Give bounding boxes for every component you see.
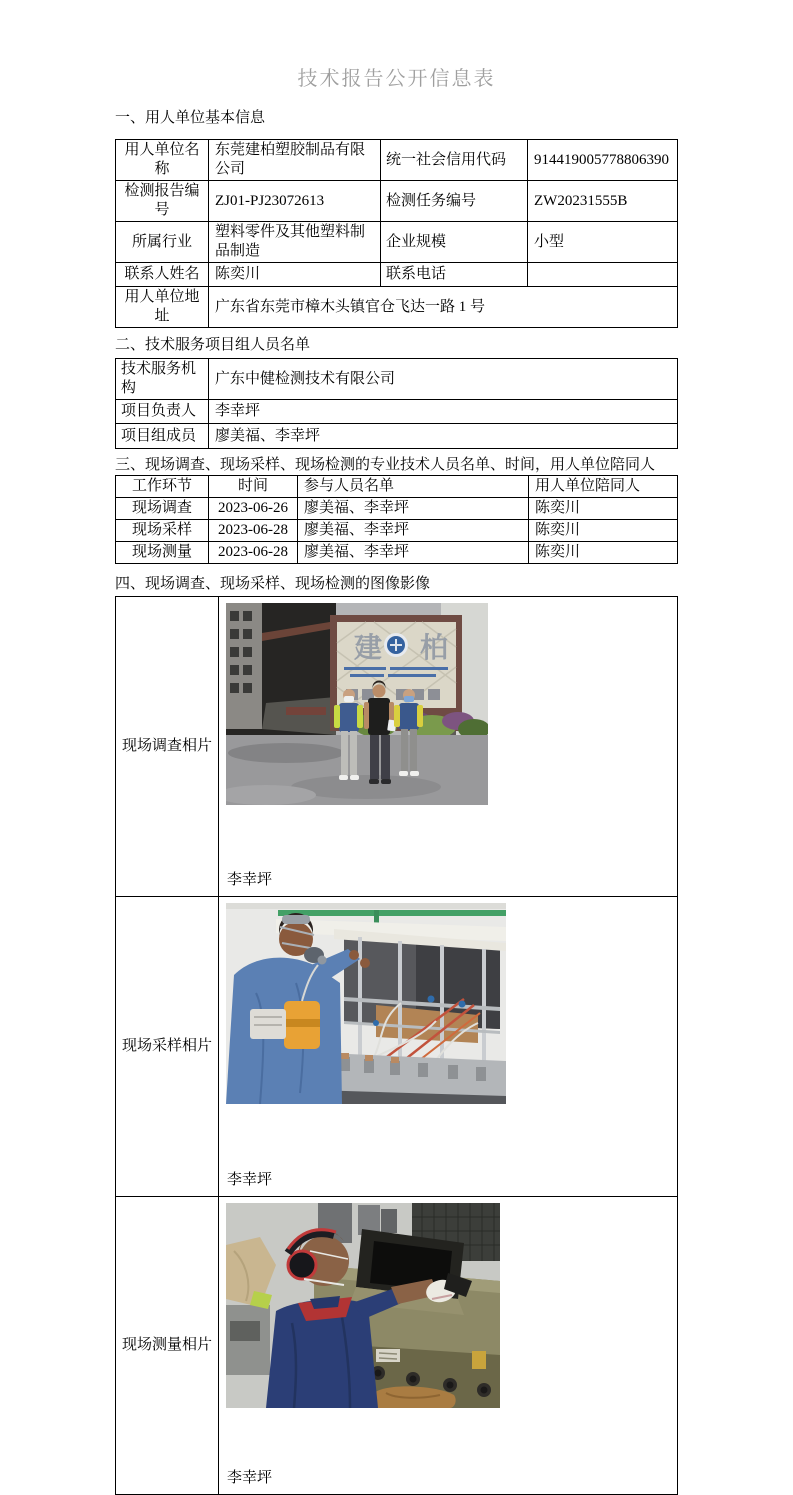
work-date: 2023-06-28 bbox=[209, 542, 298, 564]
column-header: 工作环节 bbox=[116, 476, 209, 498]
field-label: 所属行业 bbox=[116, 222, 209, 263]
field-label: 统一社会信用代码 bbox=[381, 140, 528, 181]
field-value: 廖美福、李幸坪 bbox=[209, 424, 678, 449]
table-row bbox=[116, 542, 678, 564]
photo-caption: 李幸坪 bbox=[227, 1172, 273, 1188]
field-value: 小型 bbox=[528, 222, 678, 263]
field-value: 广东中健检测技术有限公司 bbox=[209, 359, 678, 400]
field-label: 项目负责人 bbox=[116, 400, 209, 424]
photo-row-label: 现场采样相片 bbox=[116, 897, 219, 1197]
table-row bbox=[116, 359, 678, 400]
site-work-table bbox=[115, 475, 678, 564]
project-team-table bbox=[115, 358, 678, 449]
photo-caption: 李幸坪 bbox=[227, 1470, 273, 1486]
column-header: 时间 bbox=[209, 476, 298, 498]
table-header-row bbox=[116, 476, 678, 498]
photo-row-label: 现场调查相片 bbox=[116, 597, 219, 897]
escort: 陈奕川 bbox=[529, 498, 678, 520]
field-label: 用人单位名称 bbox=[116, 140, 209, 181]
participants: 廖美福、李幸坪 bbox=[298, 542, 529, 564]
field-label: 检测任务编号 bbox=[381, 181, 528, 222]
field-value: 塑料零件及其他塑料制品制造 bbox=[209, 222, 381, 263]
column-header: 用人单位陪同人 bbox=[529, 476, 678, 498]
field-value: 李幸坪 bbox=[209, 400, 678, 424]
field-value: 陈奕川 bbox=[209, 263, 381, 287]
site-sampling-photo-image bbox=[226, 903, 506, 1104]
site-measurement-photo bbox=[226, 1203, 677, 1408]
field-value: 914419005778806390 bbox=[528, 140, 678, 181]
photo-row bbox=[116, 1197, 678, 1495]
photo-row bbox=[116, 597, 678, 897]
table-row bbox=[116, 263, 678, 287]
field-label: 用人单位地址 bbox=[116, 287, 209, 328]
photo-cell bbox=[219, 597, 678, 897]
photo-row-label: 现场测量相片 bbox=[116, 1197, 219, 1495]
field-value: 广东省东莞市樟木头镇官仓飞达一路 1 号 bbox=[209, 287, 678, 328]
field-label: 企业规模 bbox=[381, 222, 528, 263]
table-row bbox=[116, 287, 678, 328]
table-row bbox=[116, 400, 678, 424]
table-row bbox=[116, 140, 678, 181]
participants: 廖美福、李幸坪 bbox=[298, 498, 529, 520]
sign-character-right: 柏 bbox=[420, 633, 449, 664]
work-step: 现场测量 bbox=[116, 542, 209, 564]
employer-info-table bbox=[115, 139, 678, 328]
site-measurement-photo-image bbox=[226, 1203, 500, 1408]
participants: 廖美福、李幸坪 bbox=[298, 520, 529, 542]
work-step: 现场调查 bbox=[116, 498, 209, 520]
section-4-heading: 四、现场调查、现场采样、现场检测的图像影像 bbox=[115, 576, 431, 592]
table-row bbox=[116, 222, 678, 263]
site-sampling-photo bbox=[226, 903, 677, 1104]
table-row bbox=[116, 181, 678, 222]
table-row bbox=[116, 498, 678, 520]
photo-cell bbox=[219, 897, 678, 1197]
page-title: 技术报告公开信息表 bbox=[297, 68, 496, 90]
field-value: ZJ01-PJ23072613 bbox=[209, 181, 381, 222]
photo-row bbox=[116, 897, 678, 1197]
photo-cell bbox=[219, 1197, 678, 1495]
field-label: 联系电话 bbox=[381, 263, 528, 287]
field-value: 东莞建柏塑胶制品有限公司 bbox=[209, 140, 381, 181]
field-label: 技术服务机构 bbox=[116, 359, 209, 400]
field-label: 联系人姓名 bbox=[116, 263, 209, 287]
section-2-heading: 二、技术服务项目组人员名单 bbox=[115, 337, 311, 353]
table-row bbox=[116, 520, 678, 542]
field-value: ZW20231555B bbox=[528, 181, 678, 222]
work-date: 2023-06-26 bbox=[209, 498, 298, 520]
work-step: 现场采样 bbox=[116, 520, 209, 542]
sign-character-left: 建 bbox=[354, 633, 383, 664]
field-label: 检测报告编号 bbox=[116, 181, 209, 222]
photo-caption: 李幸坪 bbox=[227, 872, 273, 888]
escort: 陈奕川 bbox=[529, 542, 678, 564]
section-1-heading: 一、用人单位基本信息 bbox=[115, 110, 266, 126]
escort: 陈奕川 bbox=[529, 520, 678, 542]
field-label: 项目组成员 bbox=[116, 424, 209, 449]
page-content bbox=[115, 110, 677, 1495]
field-value bbox=[528, 263, 678, 287]
column-header: 参与人员名单 bbox=[298, 476, 529, 498]
site-survey-photo bbox=[226, 603, 677, 805]
photo-table bbox=[115, 596, 678, 1495]
work-date: 2023-06-28 bbox=[209, 520, 298, 542]
table-row bbox=[116, 424, 678, 449]
site-survey-photo-image bbox=[226, 603, 488, 805]
section-3-heading: 三、现场调查、现场采样、现场检测的专业技术人员名单、时间，用人单位陪同人 bbox=[115, 457, 656, 473]
